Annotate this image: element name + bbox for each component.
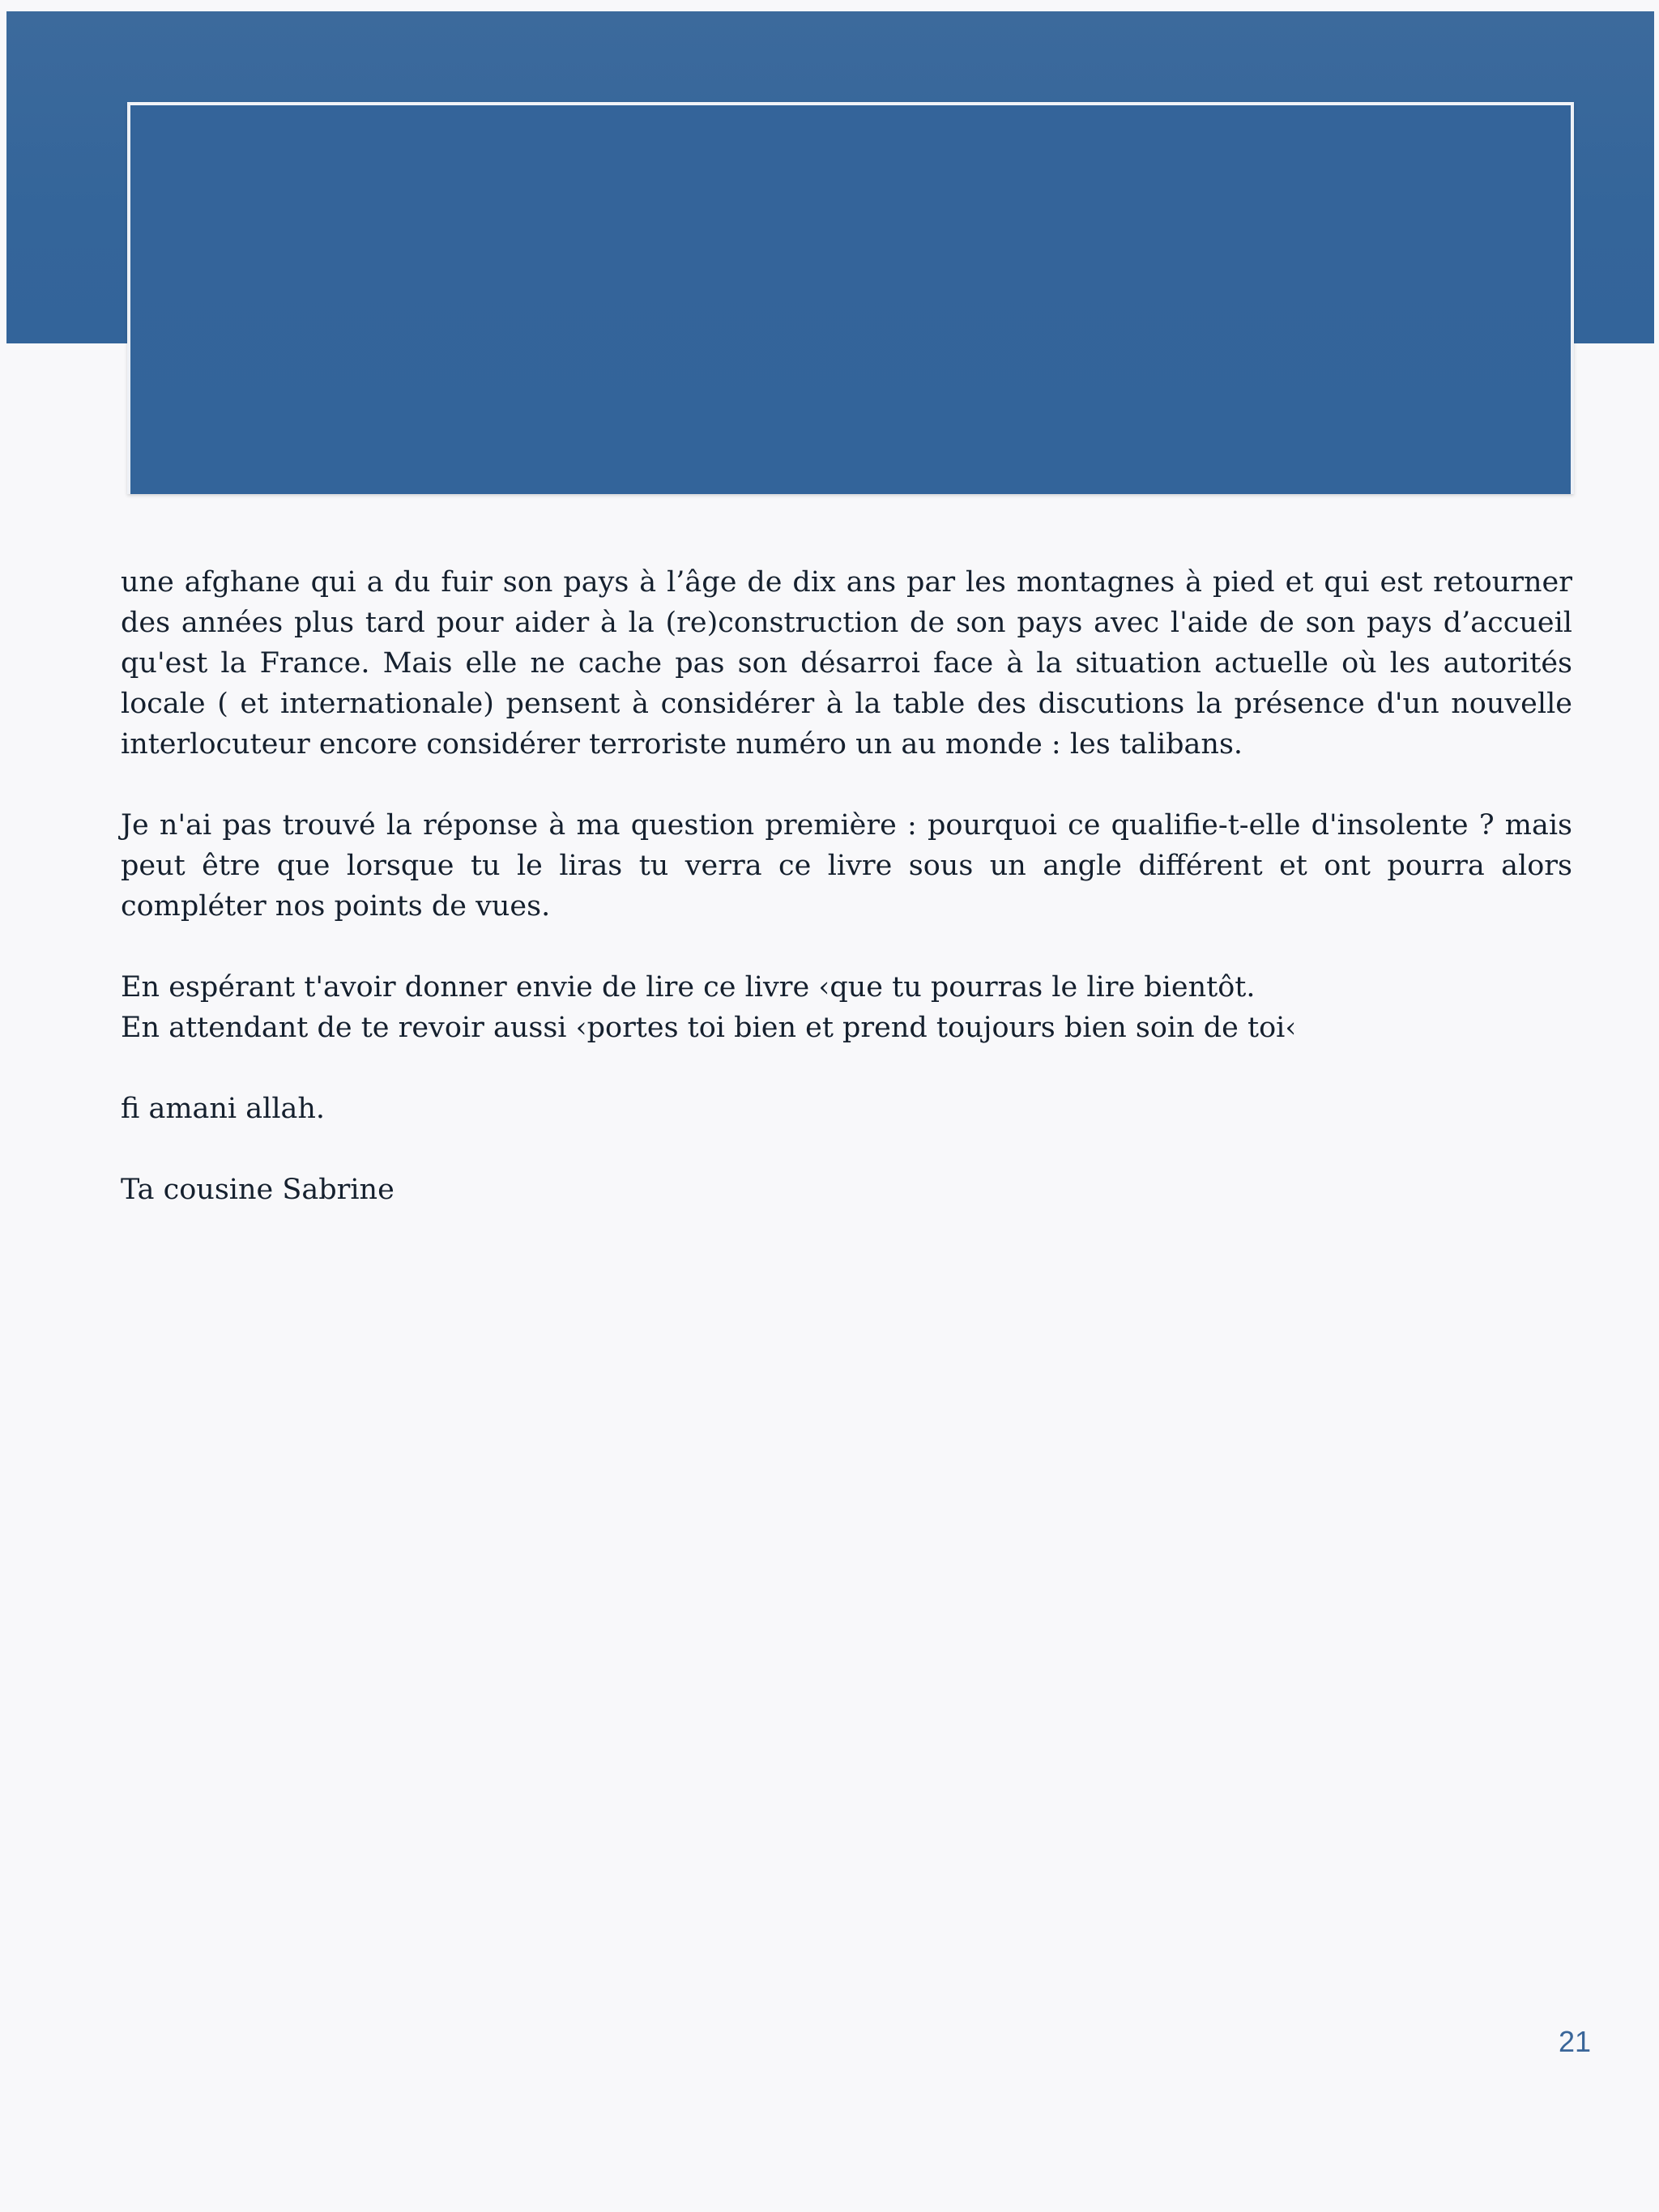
signature: Ta cousine Sabrine [121,1174,394,1206]
closing-line: En espérant t'avoir donner envie de lire ce livre ‹que tu pourras le lire bientôt. [121,971,1256,1004]
closing-line: En attendant de te revoir aussi ‹portes toi bien et prend toujours bien soin de toi‹ [121,1012,1297,1044]
farewell: fi amani allah. [121,1093,326,1125]
closing-block [121,967,1572,1048]
header-panel [127,102,1574,494]
paragraph-afghan-story: une afghane qui a du fuir son pays à l’âge de dix ans par les montagnes à pied et qui est retourner des années plus tard pour aider à la (re)construction de son pays avec l'aide de son pays d’accueil qu'est la France. Mais elle ne cache pas son désarroi face à la situation actuelle où les autorités locale ( et internationale) pensent à considérer à la table des discutions la présence d'un nouvelle interlocuteur encore considérer terroriste numéro un au monde : les talibans. [121,566,1572,761]
paragraph-question: Je n'ai pas trouvé la réponse à ma question première : pourquoi ce qualifie-t-elle d'insolente ? mais peut être que lorsque tu le liras tu verra ce livre sous un angle différent et ont pourra alors compléter nos points de vues. [121,809,1572,923]
page-number: 21 [1559,2025,1592,2058]
letter-body [121,562,1572,1251]
